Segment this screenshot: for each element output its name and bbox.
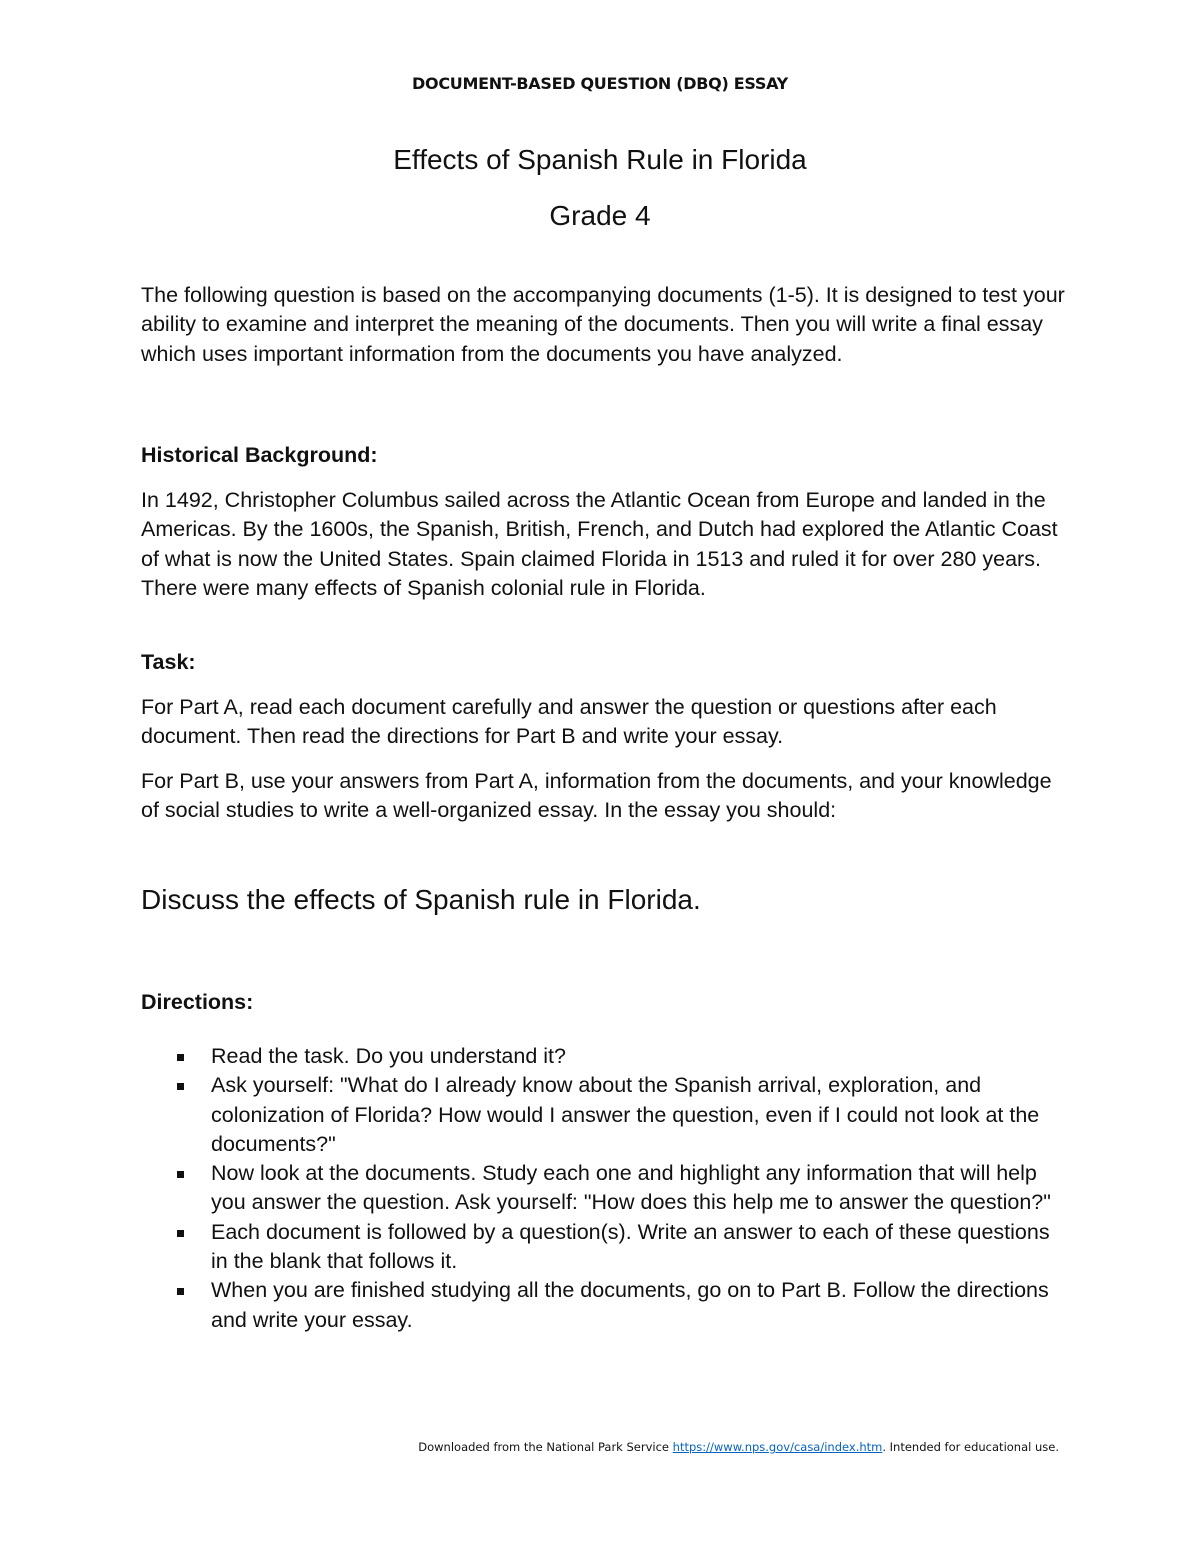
directions-item-text: Each document is followed by a question(s). Write an answer to each of these questions in the blank that follows it. (211, 1219, 1050, 1274)
task-heading: Task: (141, 650, 196, 674)
directions-item-text: When you are finished studying all the documents, go on to Part B. Follow the directions and write your essay. (211, 1278, 1049, 1332)
directions-heading: Directions: (141, 990, 254, 1014)
document-title: Effects of Spanish Rule in Florida (393, 144, 807, 175)
footer-text (418, 1440, 1059, 1454)
essay-prompt: Discuss the effects of Spanish rule in Florida. (141, 884, 701, 915)
background-paragraph: In 1492, Christopher Columbus sailed across the Atlantic Ocean from Europe and landed in the Americas. By the 1600s, the Spanish, British, French, and Dutch had explored the Atlantic Coast of what is now the United States. Spain claimed Florida in 1513 and ruled it for over 280 years. There were many effects of Spanish colonial rule in Florida. (141, 488, 1058, 600)
intro-paragraph: The following question is based on the accompanying documents (1-5). It is designed to test your ability to examine and interpret the meaning of the documents. Then you will write a final essay which uses important information from the documents you have analyzed. (141, 283, 1065, 366)
directions-item (141, 1218, 1071, 1277)
square-bullet-icon (177, 1054, 184, 1061)
directions-item (141, 1042, 1071, 1071)
directions-list (141, 1042, 1071, 1335)
footer-suffix: . Intended for educational use. (882, 1440, 1059, 1454)
square-bullet-icon (177, 1230, 184, 1237)
nps-link[interactable]: https://www.nps.gov/casa/index.htm (672, 1440, 883, 1454)
task-part-b-paragraph: For Part B, use your answers from Part A, information from the documents, and your knowledge of social studies to write a well-organized essay. In the essay you should: (141, 769, 1052, 823)
footer-prefix: Downloaded from the National Park Service (418, 1440, 673, 1454)
task-part-a-paragraph: For Part A, read each document carefully and answer the question or questions after each document. Then read the directions for Part B and write your essay. (141, 695, 997, 749)
directions-item (141, 1071, 1071, 1159)
grade-label: Grade 4 (549, 200, 651, 231)
square-bullet-icon (177, 1171, 184, 1178)
directions-item-text: Ask yourself: "What do I already know about the Spanish arrival, exploration, and colonization of Florida? How would I answer the question, even if I could not look at the documents?" (211, 1073, 1040, 1156)
background-heading: Historical Background: (141, 443, 378, 467)
document-header: DOCUMENT-BASED QUESTION (DBQ) ESSAY (412, 74, 788, 93)
directions-item (141, 1276, 1071, 1335)
directions-item-text: Now look at the documents. Study each one and highlight any information that will help you answer the question. Ask yourself: "How does this help me to answer the question?" (211, 1161, 1051, 1215)
square-bullet-icon (177, 1288, 184, 1295)
square-bullet-icon (177, 1083, 184, 1090)
directions-item (141, 1159, 1071, 1218)
directions-item-text: Read the task. Do you understand it? (211, 1044, 566, 1068)
